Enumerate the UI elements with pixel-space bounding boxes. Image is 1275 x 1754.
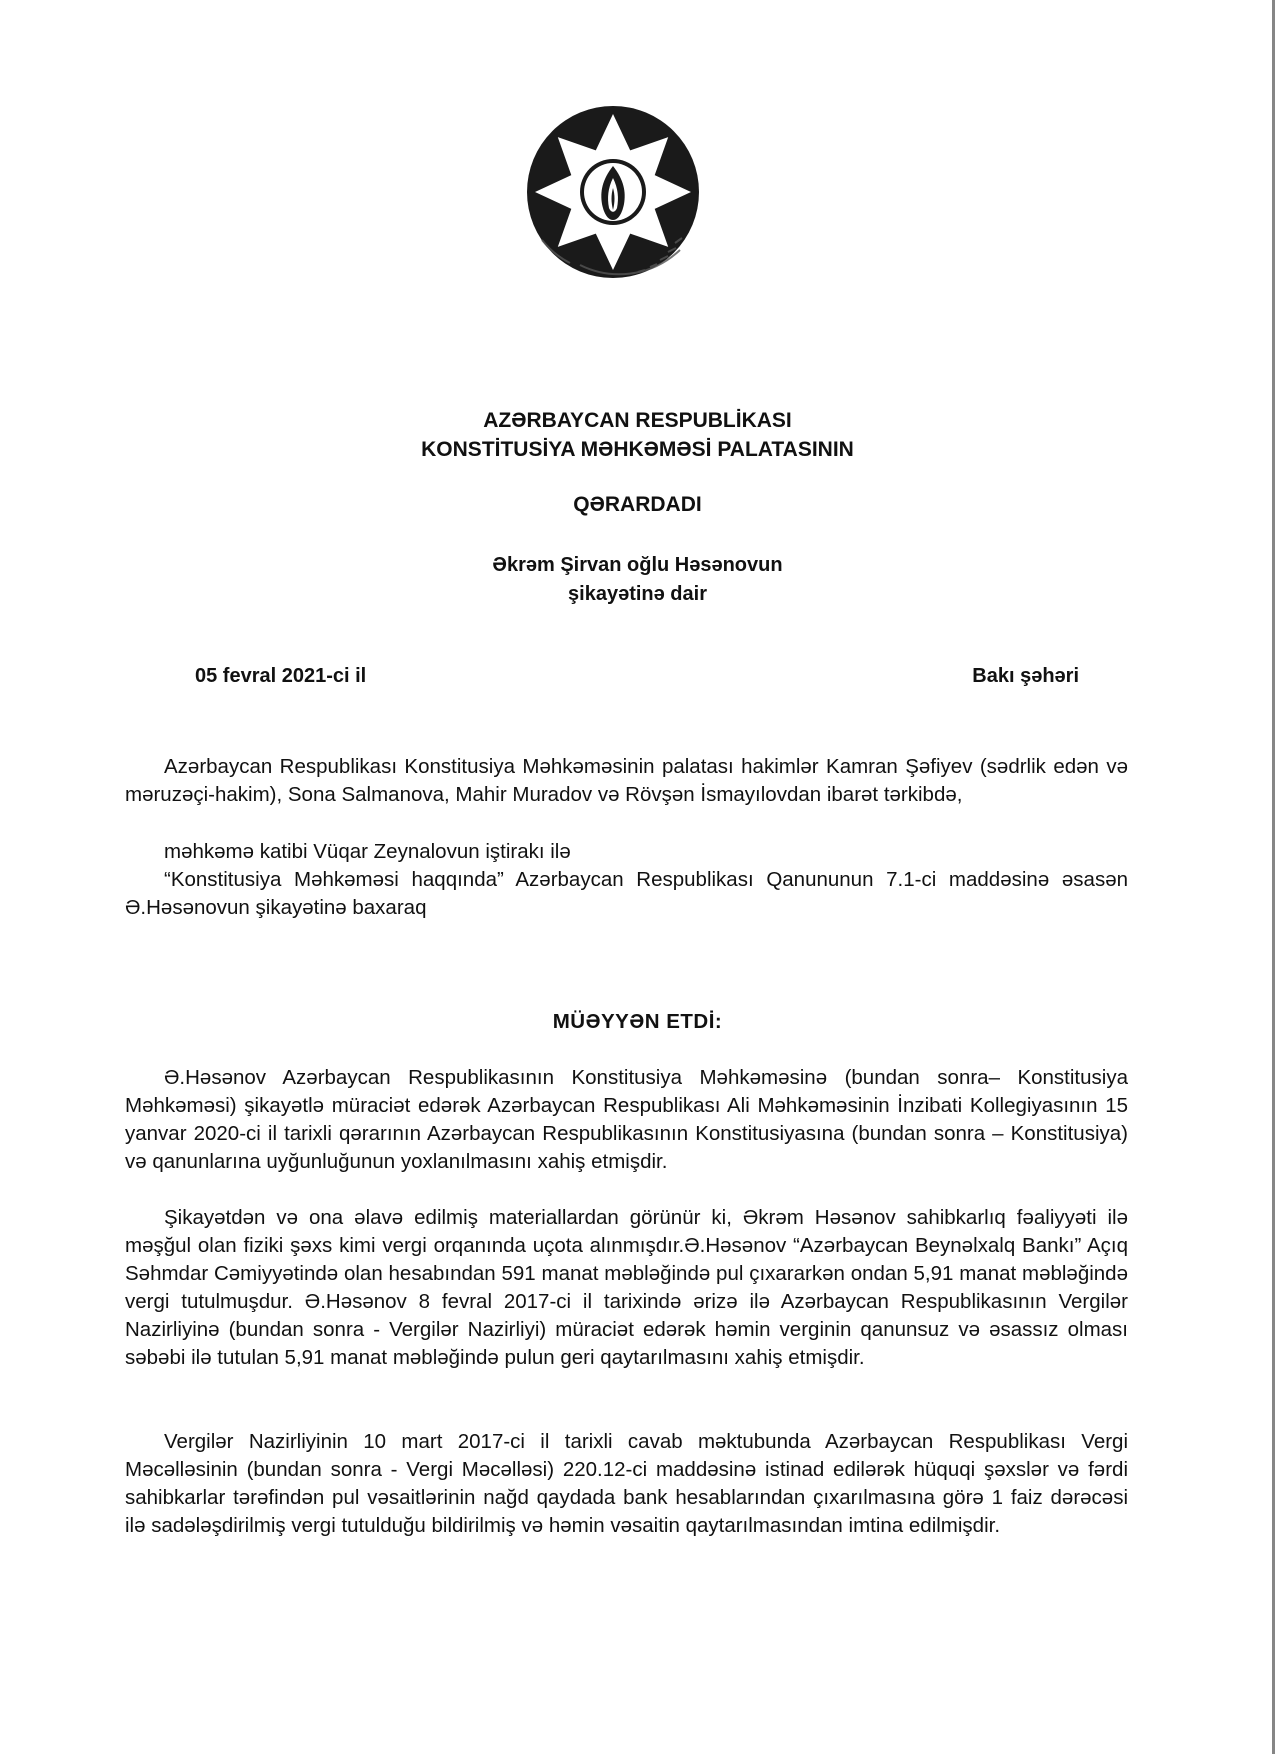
section-title-established: MÜƏYYƏN ETDİ: xyxy=(552,1010,723,1033)
findings-paragraph-1: Ə.Həsənov Azərbaycan Respublikasının Konstitusiya Məhkəməsinə (bundan sonra– Konstitusiya Məhkəməsi) şikayətlə müraciət edərək Azərbaycan Respublikası Ali Məhkəməsinin İnzibati Kollegiyasının 15 yanvar 2020-ci il tarixli qərarının Azərbaycan Respublikasının Konstitusiyasına (bundan sonra – Konstitusiya) və qanunlarına uyğunluğunun yoxlanılmasını xahiş etmişdir. xyxy=(125,1066,1128,1173)
azerbaijan-state-emblem-icon xyxy=(520,100,706,290)
subject-line-2: şikayətinə dair xyxy=(568,583,707,605)
subject-line-1: Əkrəm Şirvan oğlu Həsənovun xyxy=(492,554,783,576)
intro-paragraph-secretary: məhkəmə katibi Vüqar Zeynalovun iştirakı ilə xyxy=(164,840,571,863)
document-city: Bakı şəhəri xyxy=(972,665,1079,687)
header-country: AZƏRBAYCAN RESPUBLİKASI xyxy=(483,409,792,432)
findings-paragraph-3: Vergilər Nazirliyinin 10 mart 2017-ci il tarixli cavab məktubunda Azərbaycan Respublikası Vergi Məcəlləsinin (bundan sonra - Vergi Məcəlləsi) 220.12-ci maddəsinə istinad edilərək hüquqi şəxslər və fərdi sahibkarlar tərəfindən pul vəsaitlərinin nağd qaydada bank hesablarından çıxarılmasına görə 1 faiz dərəcəsi ilə sadələşdirilmiş vergi tutulduğu bildirilmiş və həmin vəsaitin qaytarılmasından imtina edilmişdir. xyxy=(125,1430,1128,1537)
findings-paragraph-2: Şikayətdən və ona əlavə edilmiş materiallardan görünür ki, Əkrəm Həsənov sahibkarlıq fəaliyyəti ilə məşğul olan fiziki şəxs kimi vergi orqanında uçota alınmışdır.Ə.Həsənov “Azərbaycan Beynəlxalq Bankı” Açıq Səhmdar Cəmiyyətində olan hesabından 591 manat məbləğində pul çıxararkən ondan 5,91 manat məbləğində vergi tutulmuşdur. Ə.Həsənov 8 fevral 2017-ci il tarixində ərizə ilə Azərbaycan Respublikasının Vergilər Nazirliyinə (bundan sonra - Vergilər Nazirliyi) müraciət edərək həmin verginin qanunsuz və əsassız olması səbəbi ilə tutulan 5,91 manat məbləğində pulun geri qaytarılmasını xahiş etmişdir. xyxy=(125,1206,1128,1369)
intro-paragraph-legal-basis: “Konstitusiya Məhkəməsi haqqında” Azərbaycan Respublikası Qanununun 7.1-ci maddəsinə əsasən Ə.Həsənovun şikayətinə baxaraq xyxy=(125,868,1128,919)
header-court-chamber: KONSTİTUSİYA MƏHKƏMƏSİ PALATASININ xyxy=(421,438,854,461)
document-date: 05 fevral 2021-ci il xyxy=(195,665,367,687)
intro-paragraph-composition: Azərbaycan Respublikası Konstitusiya Məhkəməsinin palatası hakimlər Kamran Şəfiyev (sədrlik edən və məruzəçi-hakim), Sona Salmanova, Mahir Muradov və Rövşən İsmayılovdan ibarət tərkibdə, xyxy=(125,755,1128,806)
document-type-title: QƏRARDADI xyxy=(573,493,702,516)
